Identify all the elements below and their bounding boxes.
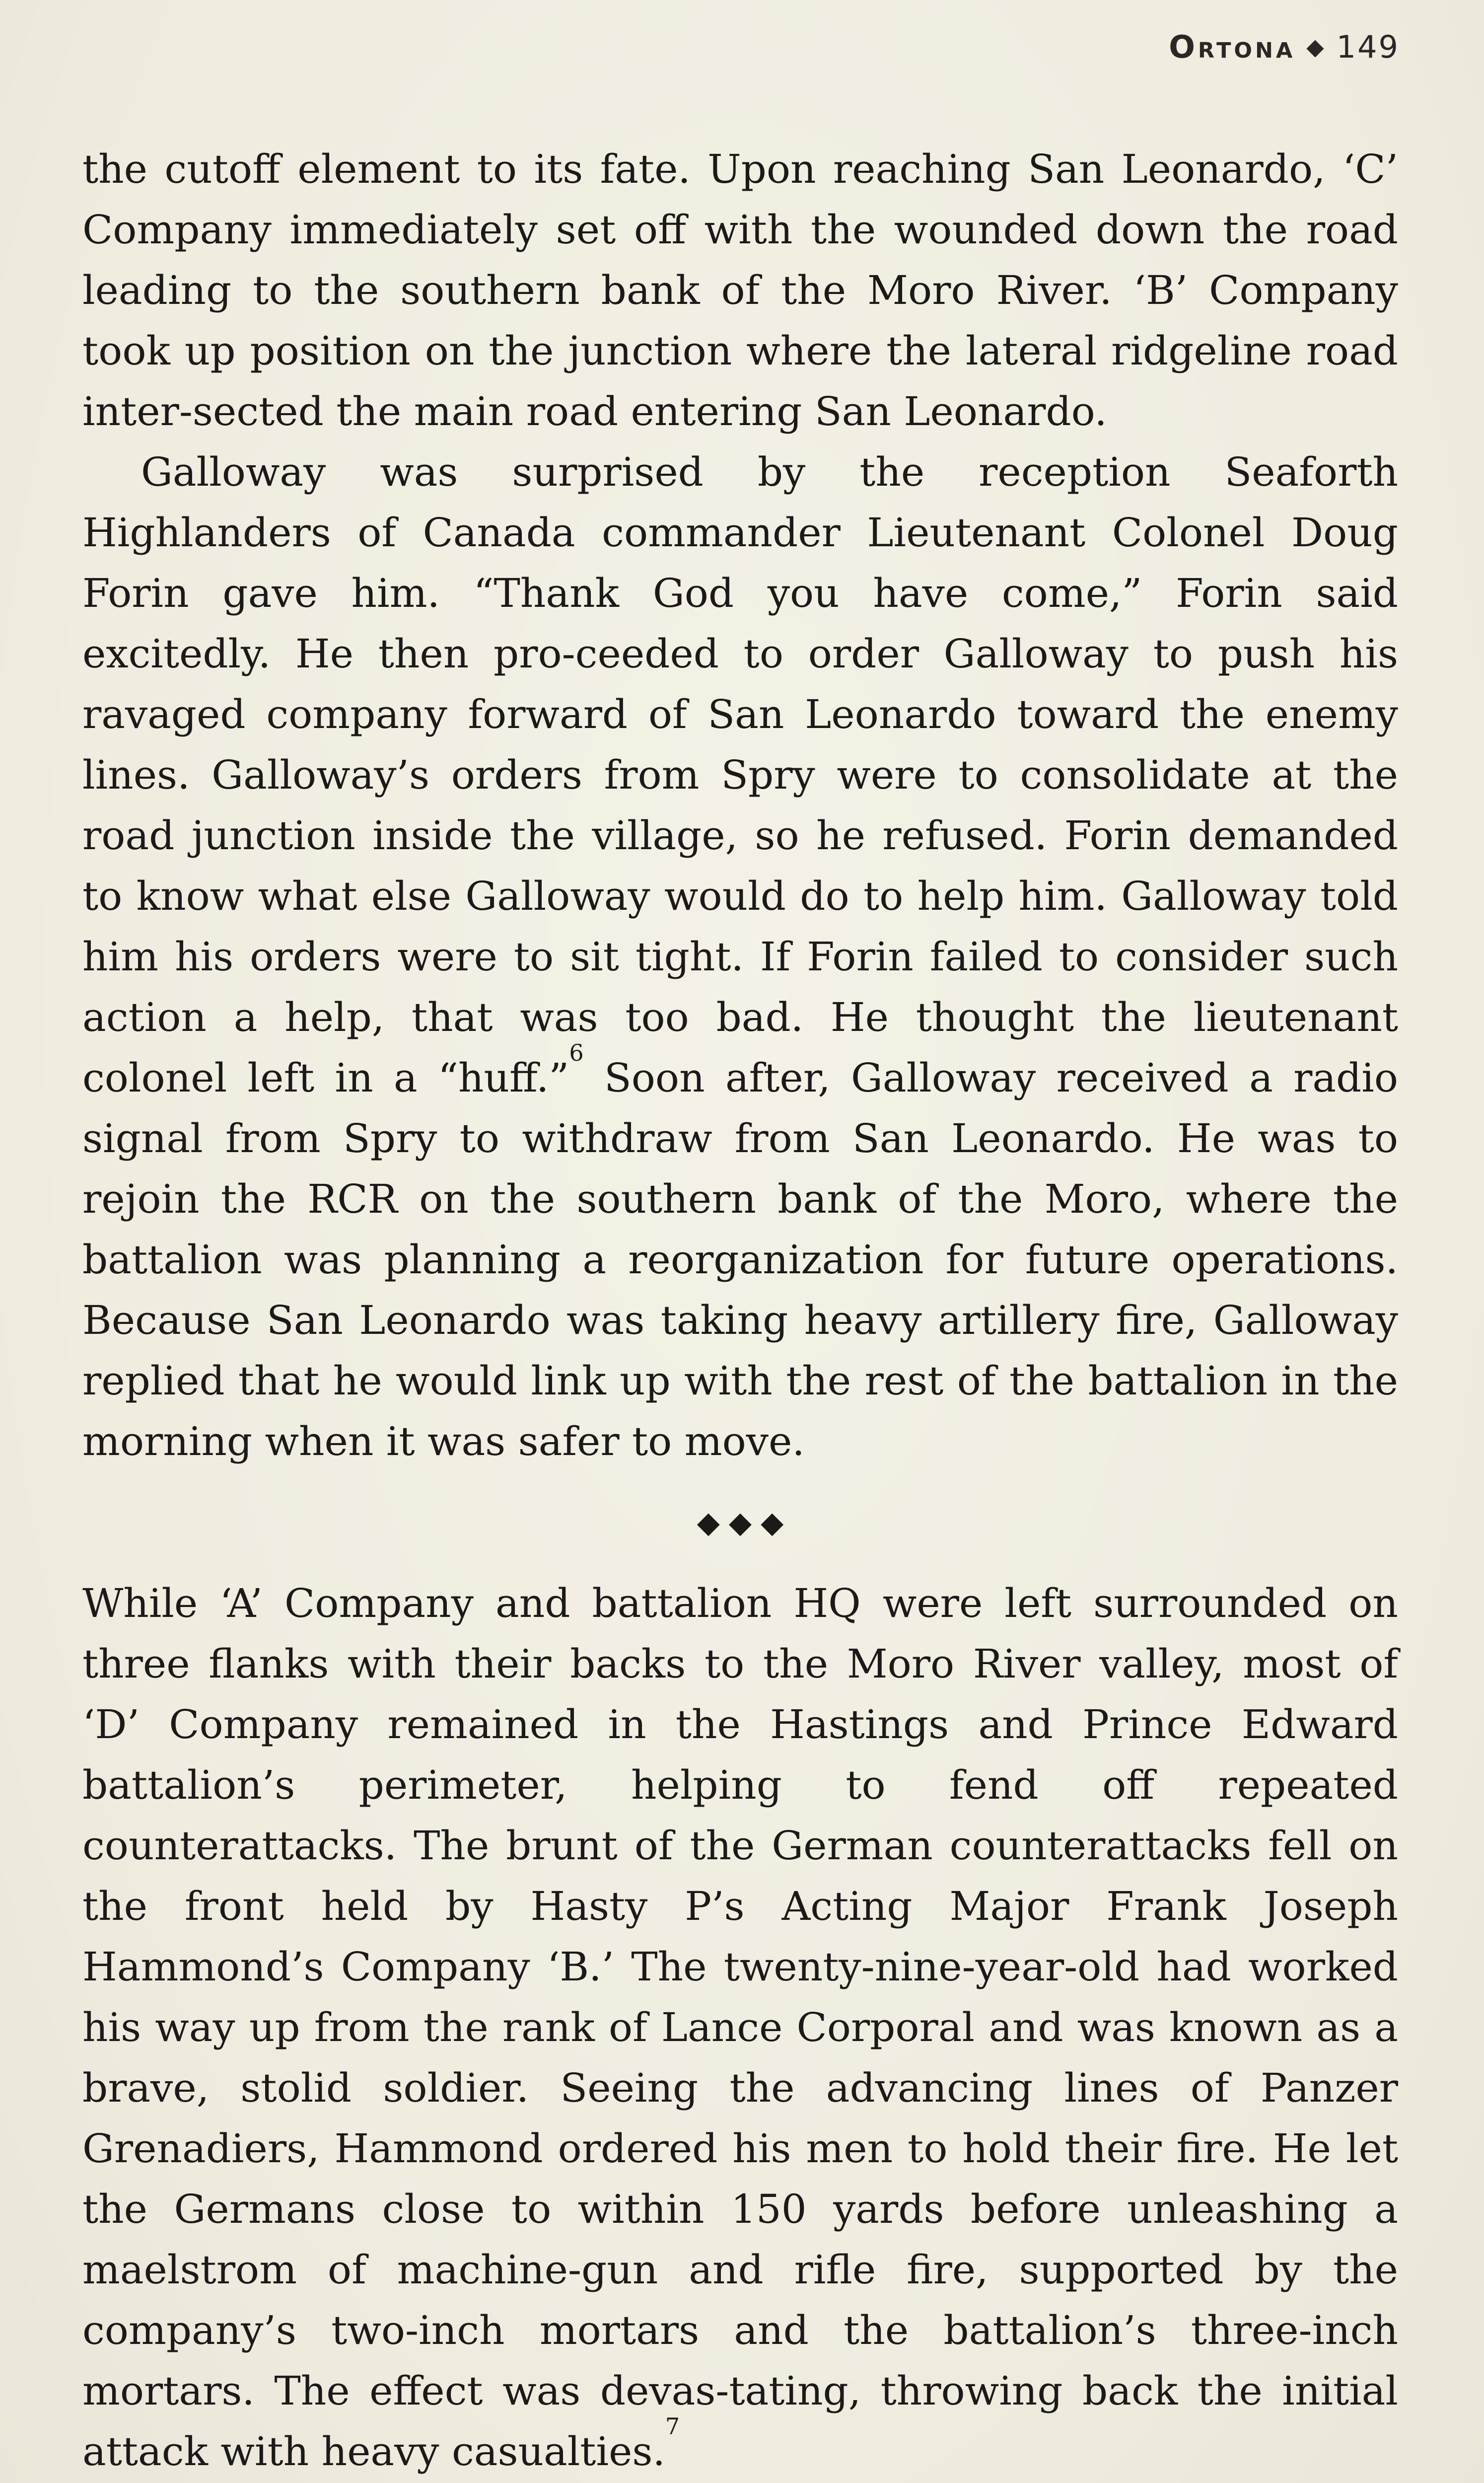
body-text	[82, 139, 1398, 2483]
diamond-separator-icon: ◆	[1306, 33, 1326, 60]
paragraph-continued: the cutoff element to its fate. Upon reaching San Leonardo, ‘C’ Company immediately set off with the wounded down the road leading to the southern bank of the Moro River. ‘B’ Company took up position on the junction where the lateral ridgeline road inter-sected the main road entering San Leonardo.	[82, 146, 1398, 435]
running-title: Ortona	[1169, 29, 1296, 65]
paragraph-company-a	[82, 1573, 1398, 2482]
paragraph-text: Galloway was surprised by the reception Seaforth Highlanders of Canada commander Lieutenant Colonel Doug Forin gave him. “Thank God you have come,” Forin said excitedly. He then pro-ceeded to order Galloway to push his ravaged company forward of San Leonardo toward the enemy lines. Galloway’s orders from Spry were to consolidate at the road junction inside the village, so he refused. Forin demanded to know what else Galloway would do to help him. Galloway told him his orders were to sit tight. If Forin failed to consider such action a help, that was too bad. He thought the lieutenant colonel left in a “huff.”	[82, 449, 1398, 1101]
section-break-ornament: ◆◆◆	[697, 1505, 793, 1540]
footnote-marker: 7	[665, 2413, 680, 2440]
paragraph-galloway	[82, 442, 1398, 1472]
footnote-marker: 6	[569, 1039, 584, 1067]
paragraph-text: While ‘A’ Company and battalion HQ were left surrounded on three flanks with their backs to the Moro River valley, most of ‘D’ Company remained in the Hastings and Prince Edward battalion’s perimeter, helping to fend off repeated counterattacks. The brunt of the German counterattacks fell on the front held by Hasty P’s Acting Major Frank Joseph Hammond’s Company ‘B.’ The twenty-nine-year-old had worked his way up from the rank of Lance Corporal and was known as a brave, stolid soldier. Seeing the advancing lines of Panzer Grenadiers, Hammond ordered his men to hold their fire. He let the Germans close to within 150 yards before unleashing a maelstrom of machine-gun and rifle fire, supported by the company’s two-inch mortars and the battalion’s three-inch mortars. The effect was devas-tating, throwing back the initial attack with heavy casualties.	[82, 1580, 1398, 2475]
paragraph-text: Soon after, Galloway received a radio signal from Spry to withdraw from San Leonardo. He was to rejoin the RCR on the southern bank of the Moro, where the battalion was planning a reorganization for future operations. Because San Leonardo was taking heavy artillery fire, Galloway replied that he would link up with the rest of the battalion in the morning when it was safer to move.	[82, 1055, 1399, 1464]
page-number: 149	[1336, 29, 1400, 65]
running-header	[1169, 29, 1400, 65]
